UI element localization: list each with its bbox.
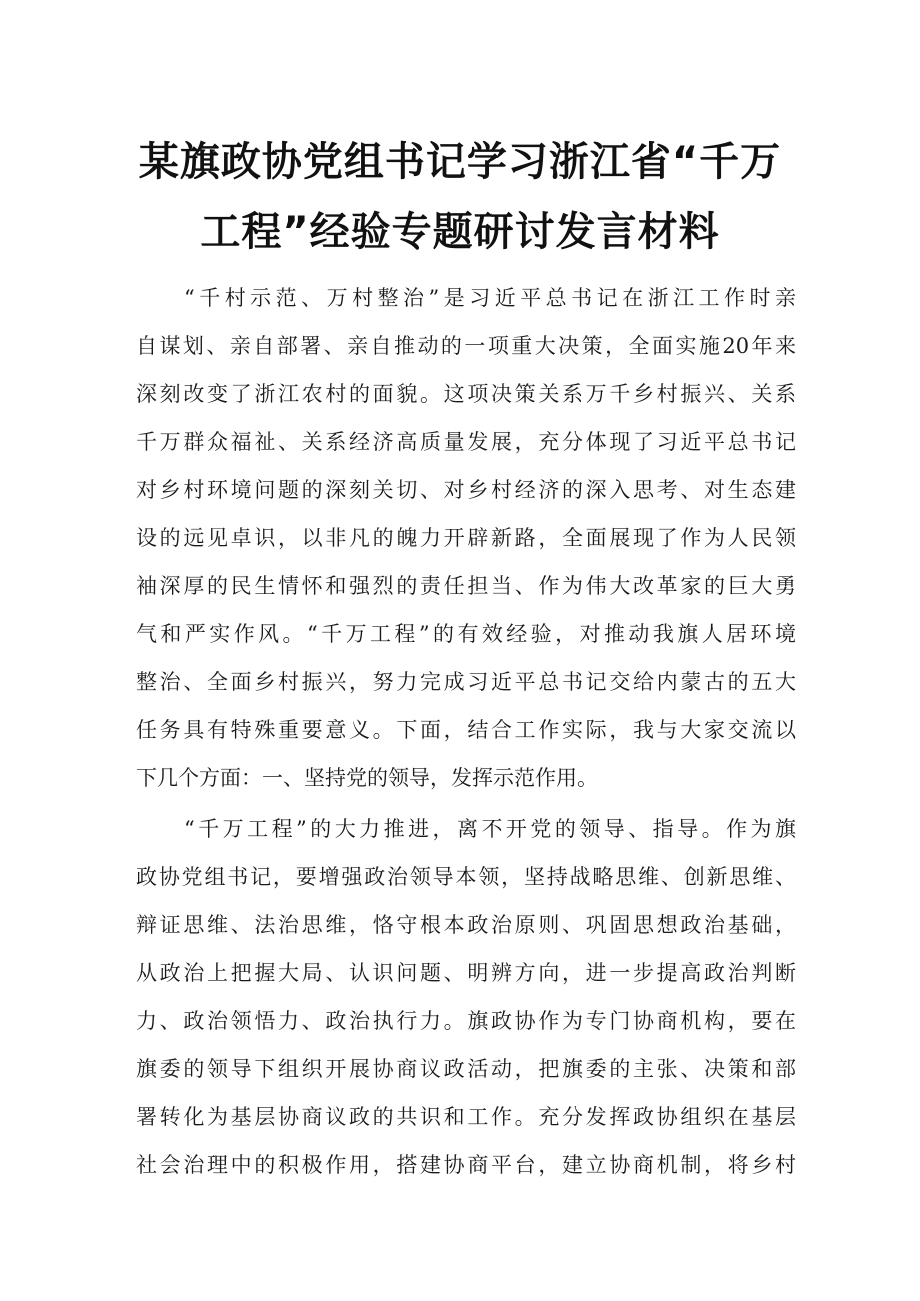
- paragraph-2-line: 从政治上把握大局、认识问题、明辨方向，进一步提高政治判断: [136, 961, 796, 985]
- document-title-line-1: 某旗政协党组书记学习浙江省“千万: [138, 139, 782, 185]
- paragraph-1-line: 袖深厚的民生情怀和强烈的责任担当、作为伟大改革家的巨大勇: [136, 574, 796, 598]
- paragraph-2-line: 力、政治领悟力、政治执行力。旗政协作为专门协商机构，要在: [136, 1009, 796, 1033]
- paragraph-2-line: “千万工程”的大力推进，离不开党的领导、指导。作为旗: [184, 817, 796, 841]
- paragraph-1-line: 千万群众福祉、关系经济高质量发展，充分体现了习近平总书记: [136, 430, 796, 454]
- paragraph-1-line: 深刻改变了浙江农村的面貌。这项决策关系万千乡村振兴、关系: [136, 382, 796, 406]
- paragraph-1-line: 自谋划、亲自部署、亲自推动的一项重大决策，全面实施20年来: [136, 334, 796, 358]
- paragraph-2-line: 辩证思维、法治思维，恪守根本政治原则、巩固思想政治基础，: [136, 913, 796, 937]
- document-title-line-2: 工程”经验专题研讨发言材料: [200, 209, 720, 255]
- paragraph-2-line: 旗委的领导下组织开展协商议政活动，把旗委的主张、决策和部: [136, 1057, 796, 1081]
- paragraph-2-line: 政协党组书记，要增强政治领导本领，坚持战略思维、创新思维、: [136, 865, 796, 889]
- paragraph-2-line: 署转化为基层协商议政的共识和工作。充分发挥政协组织在基层: [136, 1105, 796, 1129]
- paragraph-1-line: 设的远见卓识，以非凡的魄力开辟新路，全面展现了作为人民领: [136, 526, 796, 550]
- paragraph-1-line: 下几个方面：一、坚持党的领导，发挥示范作用。: [136, 766, 598, 790]
- paragraph-2-line: 社会治理中的积极作用，搭建协商平台，建立协商机制，将乡村: [136, 1153, 796, 1177]
- paragraph-1-line: 整治、全面乡村振兴，努力完成习近平总书记交给内蒙古的五大: [136, 670, 796, 694]
- paragraph-1-line: 对乡村环境问题的深刻关切、对乡村经济的深入思考、对生态建: [136, 478, 796, 502]
- paragraph-1-line: “千村示范、万村整治”是习近平总书记在浙江工作时亲: [184, 286, 796, 310]
- paragraph-1-line: 任务具有特殊重要意义。下面，结合工作实际，我与大家交流以: [136, 718, 796, 742]
- paragraph-1-line: 气和严实作风。“千万工程”的有效经验，对推动我旗人居环境: [136, 622, 796, 646]
